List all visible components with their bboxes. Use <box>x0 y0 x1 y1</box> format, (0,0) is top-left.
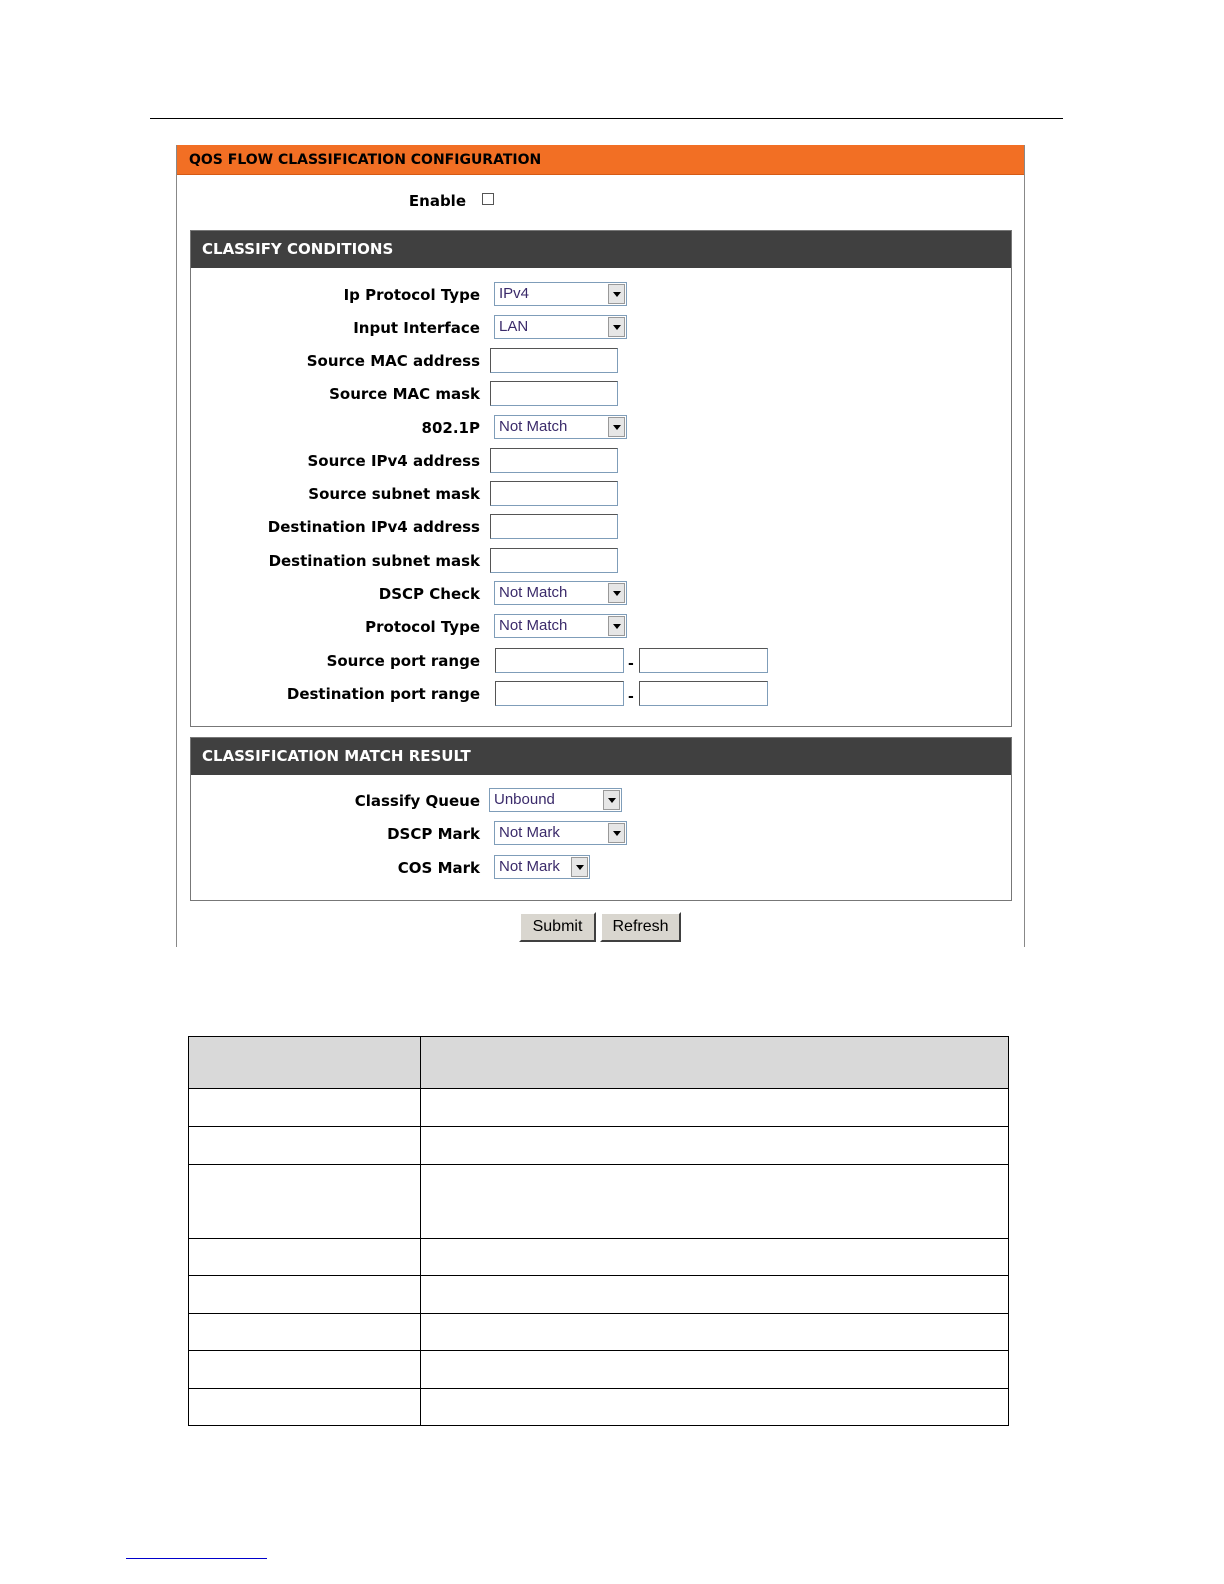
table-cell <box>421 1165 1009 1239</box>
destination-ipv4-address-input[interactable] <box>490 514 618 539</box>
chevron-down-icon[interactable] <box>603 790 620 810</box>
table-cell <box>421 1127 1009 1165</box>
table-cell <box>421 1239 1009 1276</box>
destination-port-range-label: Destination port range <box>286 685 480 703</box>
destination-port-end-input[interactable] <box>639 681 768 706</box>
chevron-down-icon[interactable] <box>571 857 588 877</box>
cos-mark-value: Not Mark <box>499 858 560 875</box>
source-mac-mask-input[interactable] <box>490 381 618 406</box>
classification-match-result-title: CLASSIFICATION MATCH RESULT <box>202 747 471 765</box>
source-mac-address-label: Source MAC address <box>306 352 480 370</box>
classify-conditions-header <box>191 231 1011 268</box>
destination-subnet-mask-input[interactable] <box>490 548 618 573</box>
table-row <box>189 1089 1009 1127</box>
p8021-select[interactable] <box>494 415 627 439</box>
table-row <box>189 1239 1009 1276</box>
dscp-mark-value: Not Mark <box>499 824 560 841</box>
enable-checkbox[interactable] <box>482 193 494 205</box>
panel-header <box>177 145 1024 175</box>
cos-mark-select[interactable] <box>494 855 590 879</box>
protocol-type-label: Protocol Type <box>365 618 480 636</box>
ip-protocol-type-select[interactable] <box>494 282 627 306</box>
chevron-down-icon[interactable] <box>608 417 625 437</box>
table-cell <box>421 1089 1009 1127</box>
table-cell <box>189 1314 421 1351</box>
source-mac-mask-label: Source MAC mask <box>329 385 480 403</box>
table-row <box>189 1314 1009 1351</box>
table-header-row <box>189 1037 1009 1089</box>
table-cell <box>189 1239 421 1276</box>
source-subnet-mask-input[interactable] <box>490 481 618 506</box>
table-cell <box>189 1089 421 1127</box>
dscp-check-label: DSCP Check <box>378 585 480 603</box>
source-port-start-input[interactable] <box>495 648 624 673</box>
ip-protocol-type-value: IPv4 <box>499 285 530 302</box>
input-interface-label: Input Interface <box>353 319 480 337</box>
source-port-end-input[interactable] <box>639 648 768 673</box>
table-row <box>189 1276 1009 1314</box>
destination-ipv4-address-label: Destination IPv4 address <box>267 518 480 536</box>
classify-queue-value: Unbound <box>494 791 555 808</box>
description-table <box>188 1036 1009 1426</box>
table-cell <box>421 1351 1009 1389</box>
table-cell <box>421 1314 1009 1351</box>
p8021-label: 802.1P <box>421 419 480 437</box>
table-row <box>189 1351 1009 1389</box>
chevron-down-icon[interactable] <box>608 823 625 843</box>
refresh-button[interactable]: Refresh <box>600 912 681 942</box>
chevron-down-icon[interactable] <box>608 583 625 603</box>
table-cell <box>421 1389 1009 1426</box>
input-interface-value: LAN <box>499 318 529 335</box>
protocol-type-select[interactable] <box>494 614 627 638</box>
table-row <box>189 1165 1009 1239</box>
ip-protocol-type-label: Ip Protocol Type <box>343 286 480 304</box>
p8021-value: Not Match <box>499 418 568 435</box>
source-ipv4-address-label: Source IPv4 address <box>307 452 480 470</box>
cos-mark-label: COS Mark <box>397 859 480 877</box>
table-cell <box>189 1351 421 1389</box>
source-port-range-label: Source port range <box>326 652 480 670</box>
source-subnet-mask-label: Source subnet mask <box>308 485 480 503</box>
table-cell <box>189 1276 421 1314</box>
source-port-separator: - <box>628 656 634 672</box>
chevron-down-icon[interactable] <box>608 616 625 636</box>
protocol-type-value: Not Match <box>499 617 568 634</box>
table-row <box>189 1127 1009 1165</box>
chevron-down-icon[interactable] <box>608 317 625 337</box>
top-rule <box>150 118 1063 119</box>
submit-button[interactable]: Submit <box>519 912 596 942</box>
table-header-cell <box>421 1037 1009 1089</box>
table-cell <box>421 1276 1009 1314</box>
destination-port-start-input[interactable] <box>495 681 624 706</box>
dscp-check-select[interactable] <box>494 581 627 605</box>
footer-link-underline <box>126 1558 267 1559</box>
destination-subnet-mask-label: Destination subnet mask <box>268 552 480 570</box>
source-ipv4-address-input[interactable] <box>490 448 618 473</box>
table-header-cell <box>189 1037 421 1089</box>
dscp-mark-select[interactable] <box>494 821 627 845</box>
classification-match-result-header <box>191 738 1011 775</box>
input-interface-select[interactable] <box>494 315 627 339</box>
classification-match-result-section <box>190 737 1012 901</box>
table-cell <box>189 1165 421 1239</box>
table-cell <box>189 1127 421 1165</box>
classify-queue-label: Classify Queue <box>354 792 480 810</box>
table-row <box>189 1389 1009 1426</box>
panel-title: QOS FLOW CLASSIFICATION CONFIGURATION <box>189 152 542 168</box>
dscp-check-value: Not Match <box>499 584 568 601</box>
table-cell <box>189 1389 421 1426</box>
enable-label: Enable <box>408 192 466 210</box>
classify-conditions-title: CLASSIFY CONDITIONS <box>202 240 394 258</box>
source-mac-address-input[interactable] <box>490 348 618 373</box>
destination-port-separator: - <box>628 689 634 705</box>
dscp-mark-label: DSCP Mark <box>387 825 480 843</box>
chevron-down-icon[interactable] <box>608 284 625 304</box>
classify-queue-select[interactable] <box>489 788 622 812</box>
